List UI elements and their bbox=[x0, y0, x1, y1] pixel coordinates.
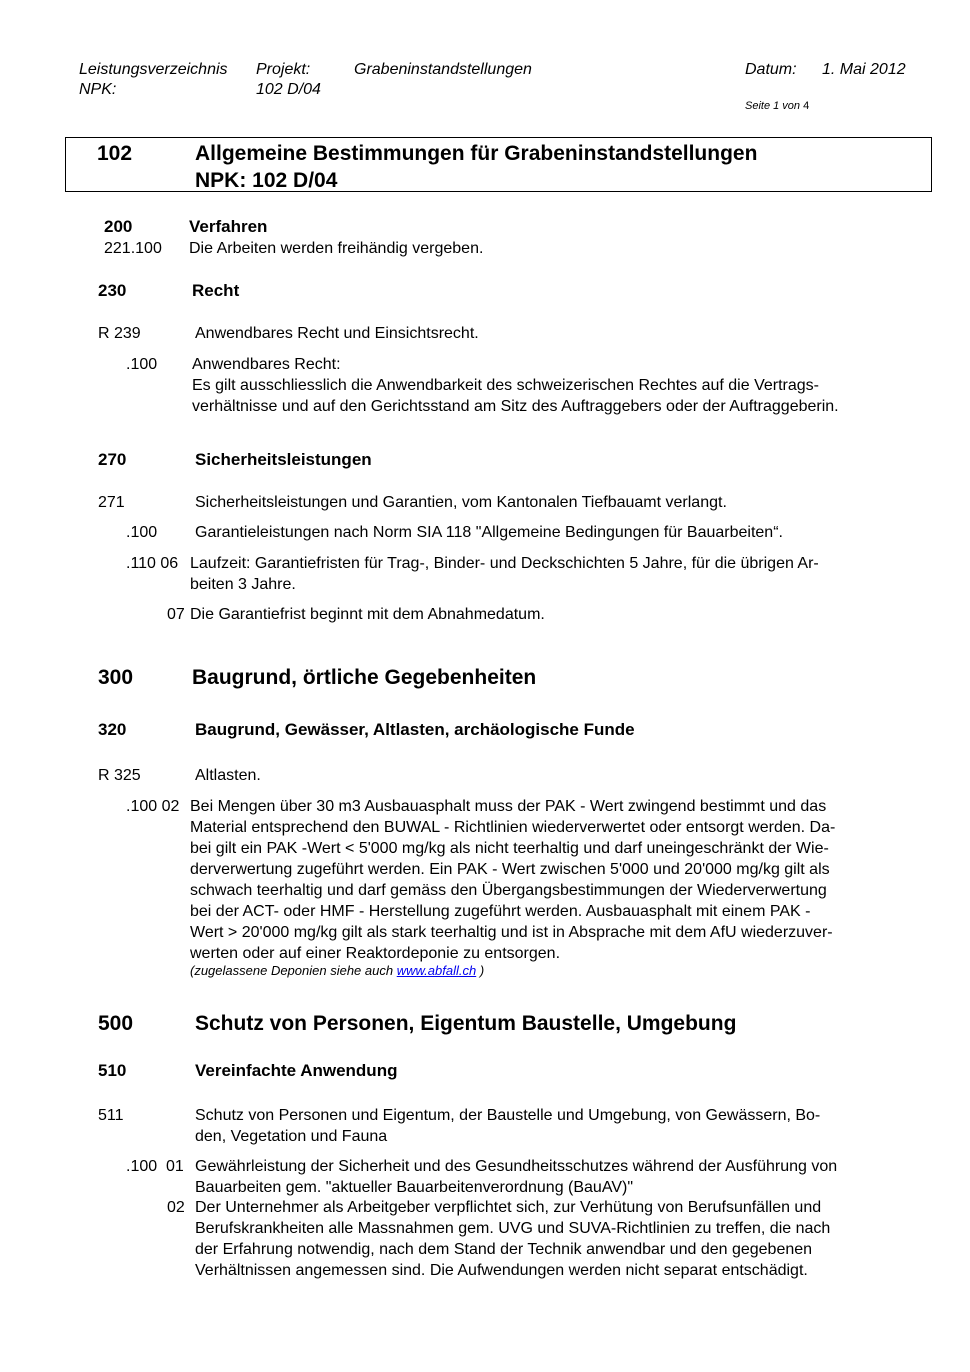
datum-value: 1. Mai 2012 bbox=[822, 61, 906, 78]
item-511-02-line: Verhältnissen angemessen sind. Die Aufwendungen werden nicht separat entschädigt. bbox=[195, 1262, 808, 1279]
r239-100-line2: verhältnisse und auf den Gerichtsstand am Sitz des Auftraggebers oder der Auftraggeberin. bbox=[192, 398, 839, 415]
projekt-value: Grabeninstandstellungen bbox=[354, 61, 532, 78]
deponien-note bbox=[190, 963, 484, 978]
section-510-title: Vereinfachte Anwendung bbox=[195, 1061, 398, 1080]
item-511-02-line: Berufskrankheiten alle Massnahmen gem. UVG und SUVA-Richtlinien zu treffen, die nach bbox=[195, 1220, 831, 1237]
r325-text: Altlasten. bbox=[195, 767, 261, 784]
title-line2: NPK: 102 D/04 bbox=[195, 169, 338, 192]
r325-line: Material entsprechend den BUWAL - Richtlinien wiederverwertet oder entsorgt werden. Da- bbox=[190, 819, 836, 836]
section-270-title: Sicherheitsleistungen bbox=[195, 450, 372, 469]
item-511-line2: den, Vegetation und Fauna bbox=[195, 1128, 388, 1145]
page-total: 4 bbox=[803, 100, 810, 112]
r325-line: derverwertung zugeführt werden. Ein PAK - Wert zwischen 5'000 und 20'000 mg/kg gilt als bbox=[190, 861, 830, 878]
section-230-number: 230 bbox=[98, 281, 127, 300]
r325-line: bei gilt ein PAK -Wert < 5'000 mg/kg als nicht teerhaltig und darf uneingeschränkt der Wie- bbox=[190, 840, 829, 857]
section-320-title: Baugrund, Gewässer, Altlasten, archäologische Funde bbox=[195, 720, 635, 739]
item-271-110-line2: beiten 3 Jahre. bbox=[190, 576, 296, 593]
r325-line: bei der ACT- oder HMF - Herstellung zugeführt werden. Ausbauasphalt mit einem PAK - bbox=[190, 903, 811, 920]
item-221-text: Die Arbeiten werden freihändig vergeben. bbox=[189, 240, 484, 257]
item-511-02-line: der Erfahrung notwendig, nach dem Stand der Technik anwendbar und den gegebenen bbox=[195, 1241, 813, 1258]
deponien-note-suffix: ) bbox=[479, 963, 485, 978]
npk-value: 102 D/04 bbox=[256, 81, 321, 98]
r239-text: Anwendbares Recht und Einsichtsrecht. bbox=[195, 325, 479, 342]
section-500-number: 500 bbox=[98, 1012, 134, 1035]
page-info-prefix: Seite 1 von bbox=[745, 100, 801, 112]
r239-100-line1: Es gilt ausschliesslich die Anwendbarkeit des schweizerischen Rechtes auf die Vertrags- bbox=[192, 377, 819, 394]
item-271-100-text: Garantieleistungen nach Norm SIA 118 "Allgemeine Bedingungen für Bauarbeiten“. bbox=[195, 524, 783, 541]
item-511-02-line: Der Unternehmer als Arbeitgeber verpflichtet sich, zur Verhütung von Berufsunfällen und bbox=[195, 1199, 822, 1216]
item-511-100-number: .100 01 bbox=[126, 1158, 184, 1175]
datum-label: Datum: bbox=[745, 61, 797, 78]
item-271-100-number: .100 bbox=[126, 524, 158, 541]
deponien-note-prefix: (zugelassene Deponien siehe auch bbox=[190, 963, 394, 978]
section-500-title: Schutz von Personen, Eigentum Baustelle, Umgebung bbox=[195, 1012, 737, 1035]
section-510-number: 510 bbox=[98, 1061, 127, 1080]
item-511-02-paragraph bbox=[195, 1197, 830, 1281]
r325-line: werten oder auf einer Reaktordeponie zu entsorgen. bbox=[190, 945, 561, 962]
item-511-01-line1: Gewährleistung der Sicherheit und des Gesundheitsschutzes während der Ausführung von bbox=[195, 1158, 838, 1175]
r239-100-number: .100 bbox=[126, 356, 158, 373]
r325-line: schwach teerhaltig und darf gemäss den Übergangsbestimmungen der Wiederverwertung bbox=[190, 882, 827, 899]
r325-100-paragraph bbox=[190, 796, 835, 964]
r239-number: R 239 bbox=[98, 325, 141, 342]
section-270-number: 270 bbox=[98, 450, 127, 469]
title-number: 102 bbox=[97, 142, 133, 165]
item-271-07-number: 07 bbox=[167, 606, 185, 623]
r325-100-number: .100 02 bbox=[126, 798, 180, 815]
r325-line: Bei Mengen über 30 m3 Ausbauasphalt muss der PAK - Wert zwingend bestimmt und das bbox=[190, 798, 827, 815]
abfall-link[interactable]: www.abfall.ch bbox=[396, 963, 477, 978]
item-511-line1: Schutz von Personen und Eigentum, der Baustelle und Umgebung, von Gewässern, Bo- bbox=[195, 1107, 821, 1124]
item-271-07-text: Die Garantiefrist beginnt mit dem Abnahmedatum. bbox=[190, 606, 545, 623]
section-200-number: 200 bbox=[104, 217, 133, 236]
section-230-title: Recht bbox=[192, 281, 240, 300]
section-200-title: Verfahren bbox=[189, 217, 268, 236]
page-info bbox=[745, 100, 809, 112]
item-511-01-line2: Bauarbeiten gem. "aktueller Bauarbeitenverordnung (BauAV)" bbox=[195, 1179, 633, 1196]
item-271-110-number: .110 06 bbox=[126, 555, 179, 572]
item-271-number: 271 bbox=[98, 494, 125, 511]
section-300-number: 300 bbox=[98, 666, 134, 689]
lv-label: Leistungsverzeichnis bbox=[79, 61, 228, 78]
item-221-number: 221.100 bbox=[104, 240, 162, 257]
r325-line: Wert > 20'000 mg/kg gilt als stark teerhaltig und ist in Absprache mit dem AfU wiederzuver- bbox=[190, 924, 833, 941]
item-271-110-line1: Laufzeit: Garantiefristen für Trag-, Binder- und Deckschichten 5 Jahre, für die übrigen Ar- bbox=[190, 555, 819, 572]
title-line1: Allgemeine Bestimmungen für Grabeninstandstellungen bbox=[195, 142, 758, 165]
section-300-title: Baugrund, örtliche Gegebenheiten bbox=[192, 666, 537, 689]
item-511-number: 511 bbox=[98, 1107, 124, 1124]
item-511-02-number: 02 bbox=[167, 1199, 185, 1216]
section-320-number: 320 bbox=[98, 720, 127, 739]
r239-100-title: Anwendbares Recht: bbox=[192, 356, 341, 373]
item-271-text: Sicherheitsleistungen und Garantien, vom Kantonalen Tiefbauamt verlangt. bbox=[195, 494, 727, 511]
r325-number: R 325 bbox=[98, 767, 141, 784]
projekt-label: Projekt: bbox=[256, 61, 311, 78]
npk-label: NPK: bbox=[79, 81, 117, 98]
